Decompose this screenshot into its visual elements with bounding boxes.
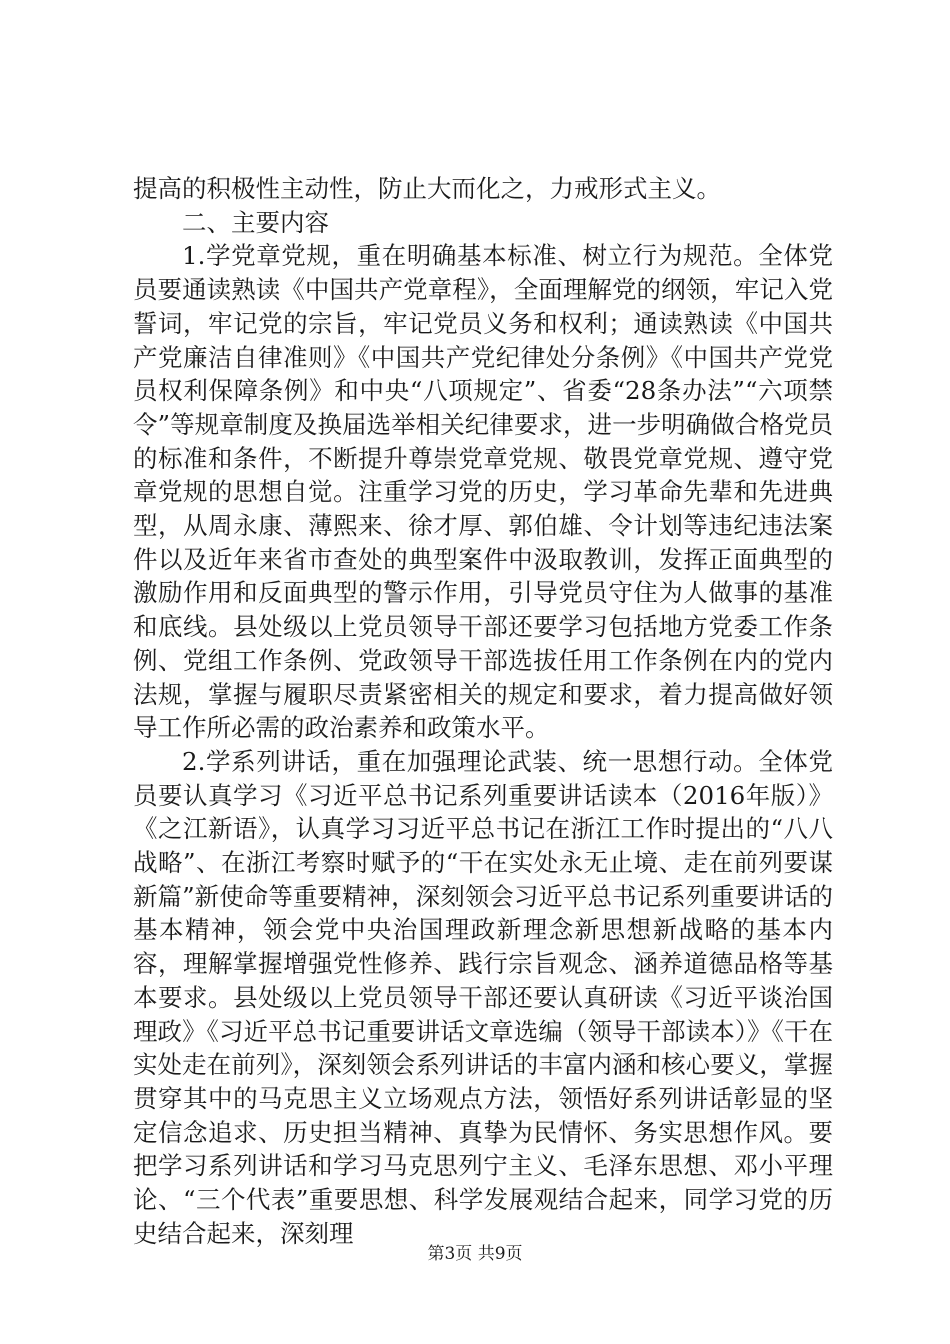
section-heading: 二、主要内容: [182, 207, 329, 237]
paragraph-speeches: 2.学系列讲话，重在加强理论武装、统一思想行动。全体党员要认真学习《习近平总书记系列重要讲话读本（2016年版）》《之江新语》，认真学习习近平总书记在浙江工作时提出的“八八战略”、在浙江考察时赋予的“干在实处永无止境、走在前列要谋新篇”新使命等重要精神，深刻领会习近平总书记系列重要讲话的基本精神，领会党中央治国理政新理念新思想新战略的基本内容，理解掌握增强党性修养、践行宗旨观念、涵养道德品格等基本要求。县处级以上党员领导干部还要认真研读《习近平谈治国理政》《习近平总书记重要讲话文章选编（领导干部读本）》《干在实处走在前列》，深刻领会系列讲话的丰富内涵和核心要义，掌握贯穿其中的马克思主义立场观点方法，领悟好系列讲话彰显的坚定信念追求、历史担当精神、真挚为民情怀、务实思想作风。要把学习系列讲话和学习马克思列宁主义、毛泽东思想、邓小平理论、“三个代表”重要思想、科学发展观结合起来，同学习党的历史结合起来，深刻理: [133, 746, 833, 1248]
paragraph-continuation: 提高的积极性主动性，防止大而化之，力戒形式主义。: [133, 174, 721, 203]
page-number-footer: 第3页 共9页: [427, 1244, 523, 1264]
paragraph-party-rules: 1.学党章党规，重在明确基本标准、树立行为规范。全体党员要通读熟读《中国共产党章程》，全面理解党的纲领，牢记入党誓词，牢记党的宗旨，牢记党员义务和权利；通读熟读《中国共产党廉洁自律准则》《中国共产党纪律处分条例》《中国共产党党员权利保障条例》和中央“八项规定”、省委“28条办法”“六项禁令”等规章制度及换届选举相关纪律要求，进一步明确做合格党员的标准和条件，不断提升尊崇党章党规、敬畏党章党规、遵守党章党规的思想自觉。注重学习党的历史，学习革命先辈和先进典型，从周永康、薄熙来、徐才厚、郭伯雄、令计划等违纪违法案件以及近年来省市查处的典型案件中汲取教训，发挥正面典型的激励作用和反面典型的警示作用，引导党员守住为人做事的基准和底线。县处级以上党员领导干部还要学习包括地方党委工作条例、党组工作条例、党政领导干部选拔任用工作条例在内的党内法规，掌握与履职尽责紧密相关的规定和要求，着力提高做好领导工作所必需的政治素养和政策水平。: [133, 241, 833, 743]
document-body: [133, 172, 833, 1251]
